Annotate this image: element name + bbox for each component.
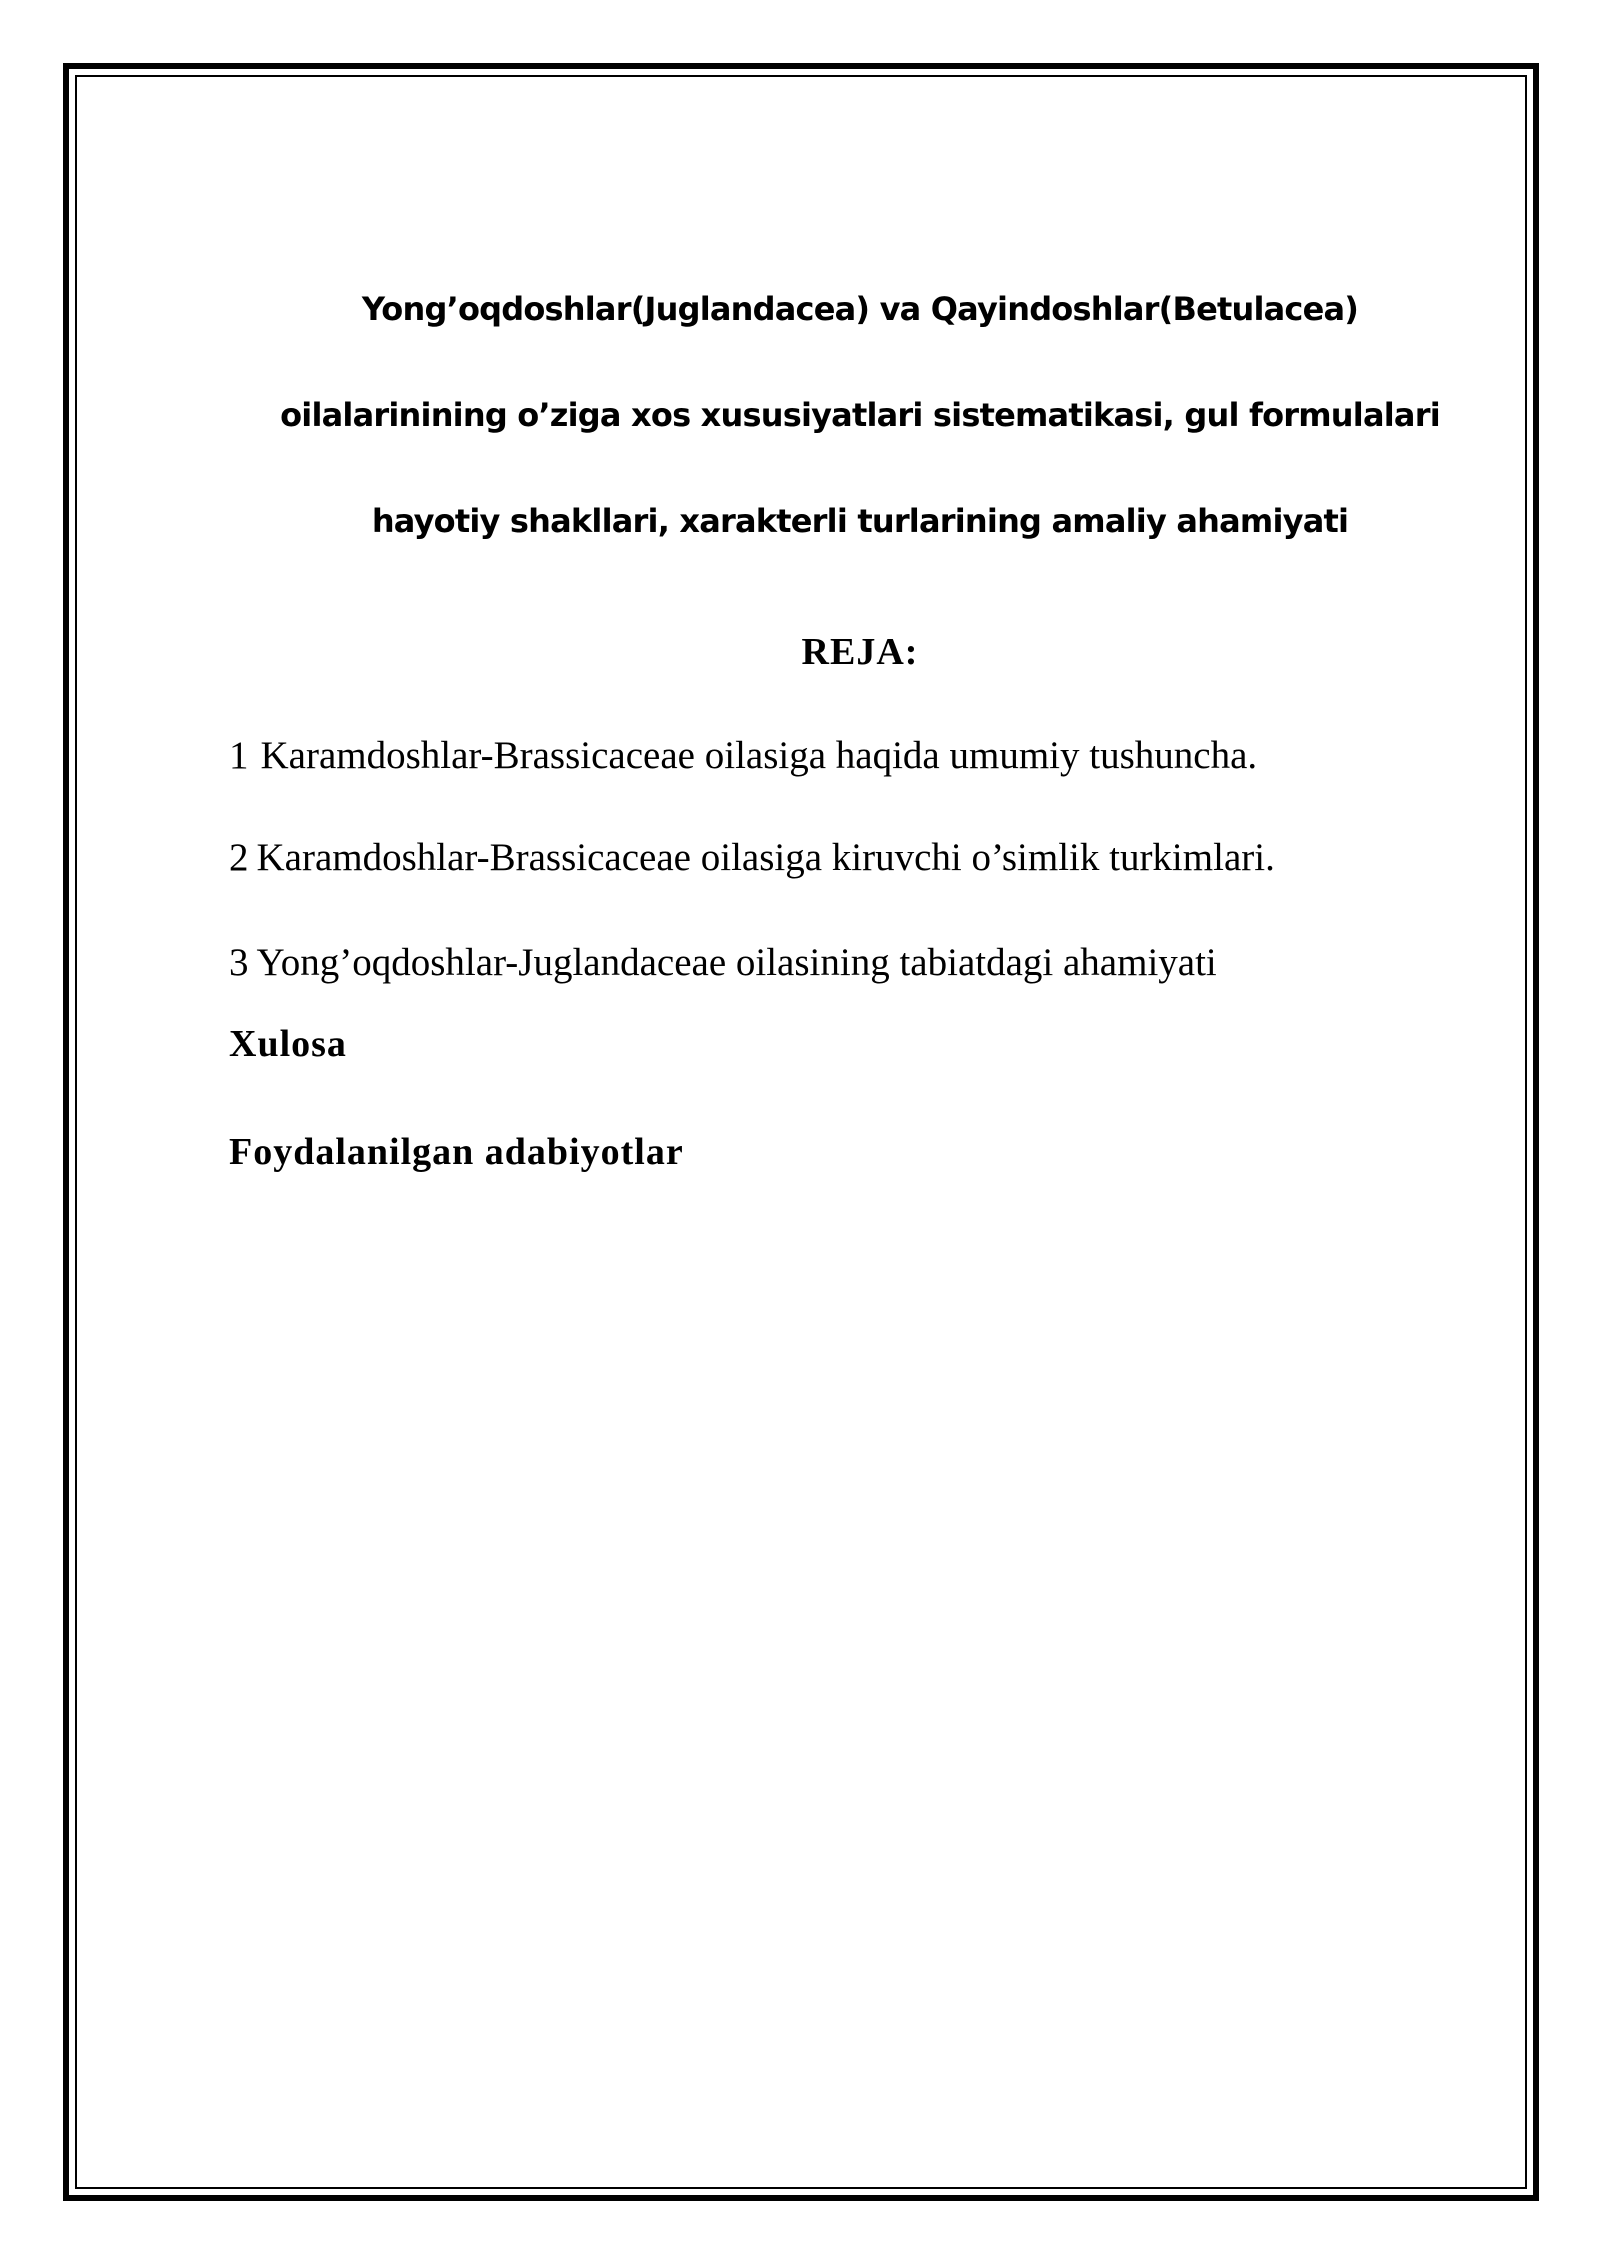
title-line-2: oilalarinining o’ziga xos xususiyatlari sistematikasi, gul formulalari: [280, 396, 1440, 434]
title-line-1: Yong’oqdoshlar(Juglandacea) va Qayindoshlar(Betulacea): [361, 290, 1359, 328]
plan-item: [229, 940, 1217, 985]
plan-item: [229, 835, 1275, 880]
plan-item-number: 3: [229, 941, 249, 984]
conclusion-heading: Xulosa: [229, 1023, 347, 1065]
title-line-3: hayotiy shakllari, xarakterli turlarining amaliy ahamiyati: [371, 502, 1349, 540]
references-heading: Foydalanilgan adabiyotlar: [229, 1131, 684, 1173]
plan-item-text: Karamdoshlar-Brassicaceae oilasiga kiruvchi o’simlik turkimlari.: [256, 836, 1275, 879]
plan-item: [229, 733, 1257, 778]
plan-item-number: 1: [229, 734, 249, 777]
plan-item-number: 2: [229, 836, 249, 879]
plan-item-text: Yong’oqdoshlar-Juglandaceae oilasining tabiatdagi ahamiyati: [256, 941, 1217, 984]
plan-item-text: Karamdoshlar-Brassicaceae oilasiga haqida umumiy tushuncha.: [260, 734, 1258, 777]
plan-heading: REJA:: [801, 631, 919, 673]
